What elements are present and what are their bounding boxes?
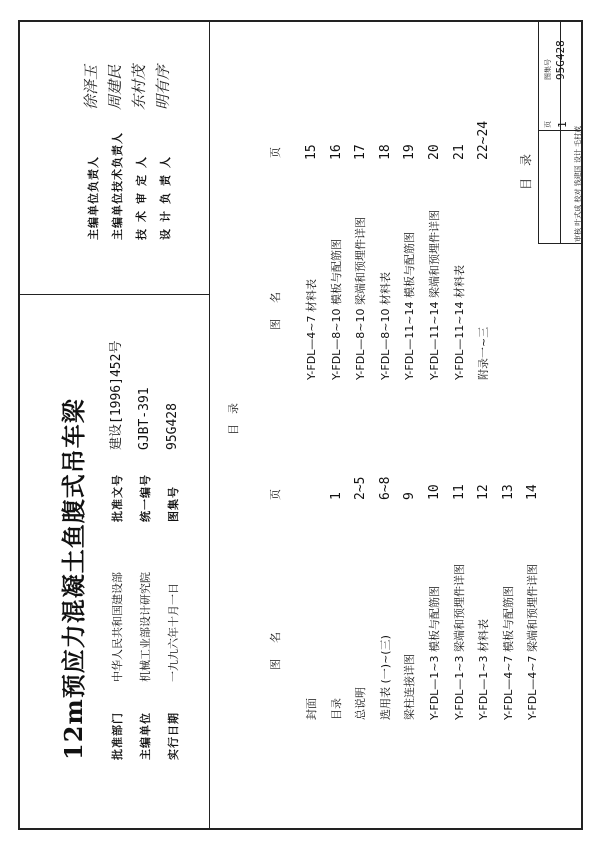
toc-col-name-left: 图名 xyxy=(269,616,282,670)
approval-label2-2: 统一编号 xyxy=(139,474,152,522)
toc-entry-name: Y-FDL—11~14 材料表 xyxy=(452,264,466,380)
signatory-signature-4: 明有序 xyxy=(154,64,172,110)
toc-entry-page: 18 xyxy=(377,144,393,160)
toc-entry-page: 19 xyxy=(402,144,418,160)
toc-entry-page: 1 xyxy=(328,492,344,500)
toc-entry-name: Y-FDL—8~10 模板与配筋图 xyxy=(329,238,343,380)
toc-entry-page: 15 xyxy=(304,144,319,160)
approval-label2-1: 批准文号 xyxy=(111,474,124,522)
toc-entry-page: 17 xyxy=(353,144,369,160)
titleblock-title: 目录 xyxy=(519,141,533,190)
toc-entry-name: Y-FDL—4~7 梁端和预埋件详图 xyxy=(526,563,540,720)
toc-entry-name: 附录一~三 xyxy=(477,326,491,380)
toc-entry-name: 梁柱连接详图 xyxy=(403,654,417,720)
toc-col-page-left: 页 xyxy=(269,489,282,500)
toc-entry-page: 21 xyxy=(451,144,467,160)
toc-entry-page: 11 xyxy=(451,484,467,500)
titleblock-staff: 审核 叶式成 校对 钱建国 设计 毛村茂 xyxy=(574,125,582,242)
toc-entry-page: 10 xyxy=(427,484,442,500)
signatory-signature-3: 东村茂 xyxy=(130,64,148,110)
toc-entry-name: Y-FDL—11~14 梁端和预埋件详图 xyxy=(428,209,441,380)
toc-entry-name: 总说明 xyxy=(354,687,368,720)
signatory-role-4: 设计负责人 xyxy=(159,150,172,240)
approval-value2-1: 建设[1996]452号 xyxy=(109,340,124,450)
approval-value-2: 机械工业部设计研究院 xyxy=(139,572,152,682)
toc-entry-page: 12 xyxy=(476,484,492,500)
signatory-signature-2: 周建民 xyxy=(106,64,124,110)
toc-entry-name: 选用表 (一)~(三) xyxy=(378,635,392,720)
approval-label2-3: 图集号 xyxy=(167,486,180,522)
signatory-role-2: 主编单位技术负责人 xyxy=(111,132,124,240)
approval-label-1: 批准部门 xyxy=(111,712,124,760)
toc-entry-name: Y-FDL—4~7 材料表 xyxy=(305,278,318,380)
signatory-role-3: 技术审定人 xyxy=(135,150,148,240)
toc-entry-page: 22~24 xyxy=(476,120,492,160)
toc-entry-name: Y-FDL—11~14 模板与配筋图 xyxy=(403,231,417,380)
toc-entry-name: 封面 xyxy=(305,698,318,720)
titleblock-page-no: 1 xyxy=(556,121,569,128)
toc-col-page-right: 页 xyxy=(269,147,282,158)
approval-label-3: 实行日期 xyxy=(167,712,180,760)
toc-entry-name: Y-FDL—1~3 材料表 xyxy=(477,618,491,720)
signatory-signature-1: 徐泽玉 xyxy=(82,64,100,110)
titleblock-page-label: 页 xyxy=(544,121,552,128)
titleblock-atlas-no: 95G428 xyxy=(554,40,567,80)
toc-entry-page: 2~5 xyxy=(353,476,369,500)
toc-entry-name: 目录 xyxy=(329,698,343,720)
toc-entry-page: 6~8 xyxy=(377,476,393,500)
approval-value-3: 一九九六年十月一日 xyxy=(167,583,180,682)
toc-entry-page: 20 xyxy=(427,144,442,160)
approval-value2-2: GJBT-391 xyxy=(137,387,152,450)
page-title: 12m预应力混凝土鱼腹式吊车梁 xyxy=(59,398,88,760)
toc-entry-page: 16 xyxy=(328,144,344,160)
toc-entry-name: Y-FDL—8~10 梁端和预埋件详图 xyxy=(354,216,368,380)
toc-heading: 目录 xyxy=(227,393,240,435)
toc-entry-page: 9 xyxy=(402,492,418,500)
approval-value2-3: 95G428 xyxy=(165,403,180,450)
approval-value-1: 中华人民共和国建设部 xyxy=(111,572,124,682)
toc-entry-name: Y-FDL—8~10 材料表 xyxy=(378,271,392,380)
toc-entry-page: 14 xyxy=(525,484,541,500)
toc-entry-name: Y-FDL—1~3 模板与配筋图 xyxy=(428,585,441,720)
toc-entry-name: Y-FDL—1~3 梁端和预埋件详图 xyxy=(452,563,466,720)
approval-label-2: 主编单位 xyxy=(139,712,152,760)
toc-col-name-right: 图名 xyxy=(269,276,282,330)
signatory-role-1: 主编单位负责人 xyxy=(87,156,100,240)
toc-entry-name: Y-FDL—4~7 模板与配筋图 xyxy=(501,585,515,720)
toc-entry-page: 13 xyxy=(500,484,516,500)
titleblock-atlas-label: 图集号 xyxy=(544,59,552,80)
